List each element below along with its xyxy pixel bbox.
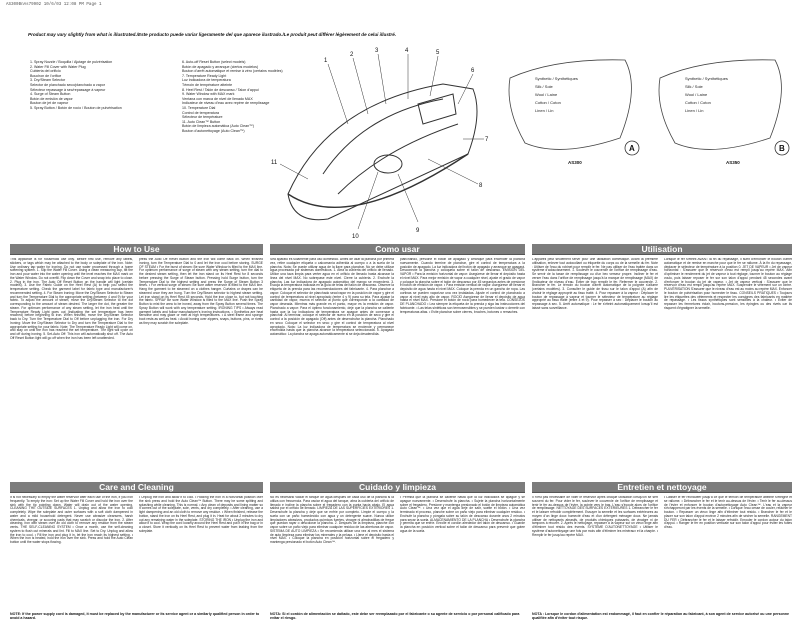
panel-text: Synthetic / Synthétiques (535, 76, 578, 81)
section-bar-como-usar: Como usar (270, 244, 525, 255)
leader-line-2 (353, 58, 368, 114)
panel-letter-b: B (779, 144, 785, 153)
parts-list-left (30, 60, 122, 111)
section-bar-utilisation: Utilisation (532, 244, 792, 255)
howto-column-3: Sea aparato es solamente para uso doméstico. Antes de usar la plancha por primera vez, retire cualquier etiqueta o calcomanía adherida al cuerpo o a la suela de la plancha. Nota: Se puede utilizar agua de la llave para planchar. No se debe utilizar agua procesada por sistemas domésticos. 1. Abra la cubierta del orificio de llenado. Utilice una taza limpia para verter agua en el orificio de llenado hasta alcanzar la línea del nivel MAX. No sobrepase este nivel. Cierre la cubierta. 2. Enchufe la plancha. Las luz indicadora de apagado automático del mango se encenderá. 3. Escoja la temperatura indicada en la guía de telas del talón de descanso. Observe la etiqueta de la prenda para las recomendaciones del fabricante. 4. Para planchar a vapor: Coloque el selector de planchado seco/vapor en la posición de vapor y gire el control de temperatura al nivel apropiado (entre 4 y 9) para su tela. Para ajustar la cantidad de vapor, mueva el selector al punto que corresponde a la cantidad de vapor deseada. Mientras más grande es el punto, mayor es la emisión de vapor. Planchado a vapor: Para el óptimo funcionamiento, deje que la plancha se caliente hasta que la luz indicadora de temperatura se apague antes de comenzar a planchar. Al terminar, coloque el selector de nuevo en la posición de seco y gire el control a la posición de apagado (Off) antes de desenchufar la plancha. Planchado en seco: Coloque el selector en seco y gire el control de temperatura al nivel apropiado. Nota: La luz indicadora de temperatura se enciende y permanece encendida hasta que la plancha alcance la temperatura seleccionada. 5. Apagado automático: La plancha se apaga automáticamente si se deja desatendida. (270, 258, 394, 336)
part-item: Botón de emisión de vapor (30, 96, 73, 101)
part-item: 6. Auto-off Reset Button (select models) (182, 60, 246, 64)
panel-text: Synthetic / Synthétiques (685, 76, 728, 81)
section-bar-care-cleaning: Care and Cleaning (10, 482, 263, 493)
panel-b-outline (659, 60, 781, 150)
print-header: AS300BnAs79902 10/6/03 12:08 PM Page 1 (6, 3, 102, 7)
care-column-2: • Unplug the iron and allow it to cool. • Holding the iron in a horizontal position over the sink press and hold the Auto Clean™ Button. There may be some spitting and splashing while cleaning. This is normal. • Any clean of deposits and lining matter so it comes out of the soleplate, sole, vents, and dry completely. • After cleaning, use a light dampening and an old cloth to remove any residue. • When finished, release the button, stand the iron on its Heel Rest, and plug it in. Heat for about 2 minutes to dry out any remaining water in the soleplate. STORING THE IRON • Unplug the iron and allow it to cool. Wrap the cord loosely around the Heel Rest and put it in the bag or in a closet. Store it vertically on its Heel Rest to prevent water from leaking from the soleplate. (139, 496, 263, 533)
panel-text: Linen / Lin (685, 108, 704, 113)
diagram-label: 10 (352, 234, 359, 240)
leader-line-3 (378, 54, 386, 104)
diagram-label: 3 (375, 48, 379, 54)
water-window-shape (418, 94, 456, 124)
part-item: Cubierta del orificio (30, 69, 61, 74)
panel-text: Cotton / Coton (535, 100, 561, 105)
panel-text: Linen / Lin (535, 108, 554, 113)
diagram-label: 8 (479, 183, 483, 189)
temperature-dial-shape (374, 155, 402, 173)
howto-column-4: planchando, presione el botón de apagado y arranque para encender la plancha nuevamente. Cuando termine de planchar, gire el control de temperatura a la posición de apagado. La luz indicadora del botón de apagado y arranque se apagará. Desconecte la plancha y colóquela sobre el talón de descanso. EMISIÓN DEL VAPOR • Para la emisión horizontal de vapor: Asegúrese de llenar el depósito hasta el nivel MAX. Para mejor emisión de vapor a cualquier nivel, ajuste el grado de vapor y coloque la plancha sobre el talón de descanso por 45 segundos antes de presionar el botón de emisión de vapor. • Para emisión vertical de vapor: Asegúrese de llenar el depósito de agua hasta el nivel MAX. Coloque la prenda en un gancho de ropa. Las cortinas se pueden vaporizar una vez instaladas. Ajuste el control de planchado a vapor al nivel más alto de vapor. ROCÍO Asegúrese de llenar el depósito de agua hasta el nivel MAX. Presione el botón de rocío para humedecer la tela. CONSEJOS DE PLANCHADO • Lea siempre la etiqueta de la prenda y siga las instrucciones del fabricante. • Las telas sintéticas son termosensibles y se pueden lustrar o derretir con temperaturas altas. • Evite planchar sobre cierres, broches, botones o remaches. (400, 258, 525, 314)
panel-text: Silk / Soie (535, 84, 553, 89)
howto-column-2: press the Auto Off Reset Button and the iron will come back on. When finished ironing, turn the Temperature Dial to 0 and let the iron cool before storing. SURGE OF STEAM • For the burst of steam: Be sure Water Window is filled to the MAX line. For optimum performance of surge of steam with any steam setting, turn the dial to the desired steam setting, then let the iron stand on its Heel Rest for 8 seconds before pressing the Surge of Steam button. Pressing hold Surge button, turn the Temperature Dial to the highest setting and press the Surge of Steam Button 3 times. • For vertical surge of steam: Be sure water reservoir is filled to the MAX line. Hang the garment to be steamed on a clothes hanger. Curtains or drapes can be steamed once they are hung. Turn the Dry/Steam selector to highest steam setting. Let iron stand on its Heel Rest 45 seconds. Hold the iron close to, but not touching the fabric. SPRAY Be sure Water Window is filled to the MAX line. Push the Spray Button to mist the area to be ironed, away from the Spray Button several times. The Spray Button will work with any temperature setting. IRONING TIPS • Always read garment labels and follow manufacturer's ironing instructions. • Synthetics are heat sensitive and may glaze or melt at high temperatures. • A steel frame and sponge boot rests as well as heat. • Avoid ironing over zippers, snaps, buttons, pins, or rivets as they may scratch the soleplate. (139, 258, 263, 325)
leader-line-9 (398, 174, 418, 222)
part-item: 3. Dry/Steam Selector (30, 78, 66, 83)
part-item: Ventana con marca de nivel de llenado MAX (182, 96, 253, 101)
part-item: Bouton d'arrêt automatique et remise à zéro (certains modèles) (182, 69, 283, 74)
section-bar-cuidado-limpieza: Cuidado y limpieza (270, 482, 525, 493)
care-column-5: Il n'est pas nécessaire de vider le réservoir après chaque utilisation lorsqu'on se sert souvent du fer. Pour vider le fer, soulever le couvercle de l'orifice de remplissage et tenir le fer au-dessus de l'évier, la pointe vers le bas. L'eau s'écoule alors de l'orifice de remplissage. NETTOYAGE DES SURFACES EXTÉRIEURES 1. Débrancher le fer et le laisser refroidir complètement. Essuyer la semelle et les surfaces extérieures au moyen d'un linge doux humecté d'eau et d'un détergent ménager doux. Ne jamais utiliser de nettoyants abrasifs, de produits chimiques puissants, de vinaigre ni de tampons à récurer. 2. Après le nettoyage, repasser à la vapeur sur un vieux linge afin d'éliminer tout résidu des évents. SYSTÈME D'AUTONETTOYAGE • Utiliser le système d'autonettoyage une fois par mois afin d'éliminer les minéraux et la charpie. • Remplir le fer jusqu'au repère MAX. (532, 496, 658, 537)
diagram-label: 9 (416, 228, 420, 234)
diagram-label: 7 (485, 137, 489, 143)
part-item: 5. Spray Button / Botón de rocío / Bouton de pulvérisation (30, 105, 122, 110)
panel-text: Silk / Soie (685, 84, 703, 89)
part-item: Botón de limpieza automática (Auto Clean™) (182, 124, 254, 129)
leader-line-8 (428, 159, 478, 184)
panel-text: Wool / Laine (535, 92, 558, 97)
model-label-right: AS350 (726, 160, 740, 165)
part-item: 4. Surge of Steam Button (30, 92, 71, 97)
care-column-6: • Laisser le fer réchauffer jusqu'à ce que le témoin de température atteinte s'éteigne et se rallume. • Débrancher le fer et le tenir au-dessus de l'évier. • Tenir le fer au-dessus de l'évier et enfoncer le bouton d'autonettoyage Auto Clean™. L'eau et la vapeur s'échapperont par les évents de la semelle. • Lorsque l'eau cesse de couler, relâcher le bouton. • Repasser un vieux linge afin d'éliminer tout résidu. • Brancher le fer et le placer sur son talon d'appui environ 2 minutes afin de sécher la semelle. RANGEMENT DU FER • Débrancher le fer et le laisser refroidir. Enrouler le cordon autour du talon d'appui. • Ranger le fer en position verticale sur son talon d'appui pour éviter les fuites d'eau. (664, 496, 792, 529)
panel-text: Cotton / Coton (685, 100, 711, 105)
part-item: 9. Water Window with MAX mark (182, 92, 235, 97)
leader-line-5 (430, 56, 438, 96)
part-item: Botón de apagado y arranque (ciertos modelos) (182, 64, 259, 69)
howto-column-5: L'appareil peut seulement servir pour une utilisation domestique. Avant la première utilisation, enlever tout autocollant ou étiquette du corps ou de la semelle du fer. Note : Utiliser de l'eau du robinet pour remplir le fer. Ne pas utiliser de l'eau traitée dans un système d'adoucissement. 1. Soulever le couvercle de l'orifice de remplissage d'eau. Se servir de la tasse de remplissage ou d'un bec verseur propre. Incliner le fer et verser l'eau dans l'orifice de remplissage jusqu'à la marque de remplissage (MAX) de l'indicateur de niveau d'eau. Éviter de trop remplir le fer. Refermer le couvercle. 2. Brancher le fer. Le témoin du bouton d'arrêt automatique de la poignée s'allume (certains modèles). 3. Consulter le guide de tissu sur le talon d'appui (A) afin de choisir le réglage approprié au tissu traité. 4. Pour repasser à la vapeur : Déplacer le bouton de repassage à vapeur et tourner le sélecteur de température au réglage approprié au tissu traité (entre 4 et 9). Pour repasser à sec : Déplacer le bouton au repassage à sec. 5. Arrêt automatique : Le fer s'éteint automatiquement lorsqu'il est laissé sans surveillance. (532, 258, 658, 310)
part-item: 10. Temperature Dial (182, 105, 216, 110)
part-item: Bouton d'autonettoyage (Auto Clean™) (182, 128, 245, 133)
diagram-label: 11 (271, 160, 278, 166)
part-item: 11. Auto Clean™ Button (182, 119, 221, 124)
care-column-4: • Permita que la plancha se caliente hasta que la luz indicadora se apague y se apague nuevamente. • Desenchufe la plancha. • Sujete la plancha horizontalmente sobre el fregadero. Presione y mantenga presionado el botón de limpieza automática Auto Clean™. • Una vez que el agua deje de salir, suelte el botón. • Una vez terminado el proceso, planche sobre un paño viejo para eliminar cualquier residuo. • Enchufe la plancha y póngala sobre su talón de descanso durante unos 2 minutos para secar la suela. ALMACENAMIENTO DE LA PLANCHA • Desenchufe la plancha y permita que se enfríe. Enrolle el cordón alrededor del talón de descanso. • Guarde la plancha en posición vertical sobre el talón de descanso para prevenir que gotee agua de la suela. (400, 496, 525, 533)
iron-side-line (338, 124, 458, 194)
diagram-label: 6 (471, 68, 475, 74)
part-item: Indicateur de niveau d'eau avec repère de remplissage (182, 101, 270, 106)
panel-text: Wool / Laine (685, 92, 708, 97)
footer-note-fr: NOTA : Lorsque le cordon d'alimentation est endommagé, il faut en confier le réparation au fabricant, à son agent de service autorisé ou une personne qualifiée afin d'éviter tout risque. (532, 612, 790, 621)
howto-column-6: Lorsque le fer s'éteint AVANT la fin du repassage, il suffit d'enfoncer le bouton d'arrêt automatique et de remise en marche pour que le fer se rallume. À la fin du repassage, déplacer le sélecteur de température à la position 0. JET DE VAPEUR • Jet de vapeur horizontal : S'assurer que le réservoir d'eau est rempli jusqu'au repère MAX. Afin d'optimiser le rendement du jet de vapeur à tout réglage, tourner le bouton au réglage voulu, puis laisser reposer le fer sur son talon d'appui pendant 45 secondes avant d'enfoncer le bouton du jet de vapeur. • Jet de vapeur vertical : S'assurer que le réservoir d'eau est rempli jusqu'au repère MAX. Suspendre le vêtement sur un cintre. PULVÉRISATION S'assurer que le niveau d'eau est au moins au repère MAX. Enfoncer le bouton de pulvérisation pour humecter le tissu. CONSEILS PRATIQUES • Toujours lire les étiquettes des vêtements et respecter les consignes des fabricants en matière de repassage. • Les tissus synthétiques sont sensibles à la chaleur. • Éviter de repasser les fermetures éclair, boutons-pression, les épingles ou des rivets car ils risquent d'égratigner la semelle. (664, 258, 792, 310)
part-item: 8. Heel Rest / Talón de descanso / Talon d'appui (182, 87, 259, 92)
part-item: Témoin de température atteinte (182, 82, 233, 87)
part-item: Bouton de jet de vapeur (30, 101, 69, 106)
part-item: Bouchon de l'orifice (30, 73, 62, 78)
part-item: 7. Temperature Ready Light (182, 73, 227, 78)
part-item: Sélecteur de température (182, 115, 223, 120)
diagram-label: 1 (324, 58, 328, 64)
part-item: Selector de planchado seco/planchado a vapor (30, 82, 105, 87)
diagram-label: 4 (405, 48, 409, 54)
part-item: 2. Water Fill Cover with Water Plug (30, 64, 86, 69)
fabric-guide-panels (500, 48, 790, 208)
iron-body-outline (288, 84, 477, 220)
section-bar-entretien-nettoyage: Entretien et nettoyage (532, 482, 792, 493)
diagram-label: 2 (350, 52, 354, 58)
panel-letter-a: A (629, 144, 635, 153)
model-label-left: AS300 (568, 160, 582, 165)
footer-note-en: NOTE: If the power supply cord is damaged, it must be replaced by the manufacturer or its service agent or a similarly qualified person in order to avoid a hazard. (10, 612, 260, 621)
part-item: Luz indicadora de temperatura (182, 78, 231, 83)
iron-diagram (268, 44, 498, 244)
footer-note-es: NOTA: Si el cordón de alimentación se dañado, este debe ser reemplazado por el fabricante o su agente de servicio o por personal calificado para evitar el riesgo. (270, 612, 520, 621)
part-item: Sélecteur repassage à sec/repassage à vapeur (30, 87, 106, 92)
illustration-notice: Product may vary slightly from what is illustrated./Este producto puede variar ligeramente del que aparece ilustrado./Le produit peut différer légèrement de celui illustré. (28, 32, 397, 37)
part-item: Control de temperatura (182, 110, 219, 115)
leader-line-1 (328, 64, 348, 124)
panel-a-outline (509, 60, 631, 150)
diagram-label: 5 (436, 50, 440, 56)
care-column-1: It is not necessary to empty the water reservoir after each use of the iron, if you iron frequently. To empty the iron: Set up the Water Fill Cover and hold the iron over the sink with the tip pointing down. Water will drain out of the water opening. CLEANING THE OUTSIDE SURFACES 1. Unplug and allow the iron to cool completely. Wipe the soleplate and outer surfaces with a soft cloth dampened in water and a mild household detergent. Never use abrasive cleansers, harsh chemicals, vinegar, or scouring pads that may scratch or discolor the iron. 2. After cleaning, iron with steam over an old cloth to remove any residue from the steam vents. THE SELF-CLEANING SYSTEM • Once a month, use the self-cleaning system to flush out minerals and lint. Fill to MAX line. Set to Dry. Unplug and allow the iron to cool. • Fill the iron and plug it in, let the iron reach its highest setting. • When the iron is heated, hold the iron over the sink. Press and hold the Auto Clean button until the water stops flowing. (10, 496, 133, 544)
part-item: 1. Spray Nozzle / Boquilla / Ajutage de pulvérisation (30, 60, 113, 64)
care-column-3: No es necesario vaciar el tanque de agua después de cada uso de la plancha si la utiliza con frecuencia. Para vaciar el agua del tanque, abra la cubierta del orificio de llenado e incline la plancha sobre el fregadero con la punta hacia abajo. El agua saldrá por el orificio de llenado. LIMPIEZA DE LAS SUPERFICIES EXTERIORES 1. Desenchufe la plancha y deje que se enfríe por completo. Limpie el cuerpo y la suela con un paño humedecido con agua y un detergente suave. Nunca utilice limpiadores abrasivos, productos químicos fuertes, vinagre ni almohadillas de fregar que puedan rayar o descolorar la plancha. 2. Después de la limpieza, planche con vapor sobre un paño viejo para eliminar cualquier residuo de las aberturas de vapor. SISTEMA DE AUTO LIMPIEZA • Se recomienda utilizar una vez al mes el sistema de auto limpieza para eliminar los minerales y la pelusa. • Llene el depósito hasta el nivel MAX. • Coloque la plancha en posición horizontal sobre el fregadero y mantenga presionado el botón Auto Clean™. (270, 496, 394, 544)
section-bar-how-to-use: How to Use (10, 244, 263, 255)
howto-column-1: This appliance is for household use only. Before first use, remove any labels, stickers, or tags which may be attached to the body or soleplate of the iron. Note: Use ordinary tap water for ironing. Do not use water processed through a home softening system. 1. Slip the Water Fill Cover. Using a clean measuring cup, tilt the iron and pour water into the water opening until the level reaches the MAX mark on the Water Window. Do not overfill. Flip down the Cover and snap into place to close. 2. Plug in the iron. The Auto Off Reset Button on the handle will light (certain models). 3. Use the Fabric Guide on the Heel Rest (A) to help you select the temperature setting. Check the garment label for fabric type and manufacturer's recommended setting. 4. For Steam Ironing: Move the Dry/Steam Selector to Steam and turn the Temperature Dial to the appropriate setting (between 4 and 9) for your fabric. To adjust the amount of steam, move the Dry/Steam Selector to the dot corresponding to the amount of steam desired. The larger the dot, the greater the steam. For optimum performance of any steam setting, let the iron heat until the Temperature Ready Light goes out (indicating the set temperature has been reached) before beginning to iron. When finished, move the Dry/Steam Selector back to Dry. Turn the Temperature Dial to Off before unplugging the iron. For Dry Ironing: Move the Dry/Steam Selector to Dry and turn the Temperature Dial to the appropriate setting for your fabric. Note: The Temperature Ready Light will come on, and stay on until the iron has reached the set temperature. The light will cycle on and off during ironing. 5. Set-Auto Off: This iron will automatically shut off. The Auto Off Reset Button light will go off when the iron has been left unattended. (10, 258, 133, 340)
